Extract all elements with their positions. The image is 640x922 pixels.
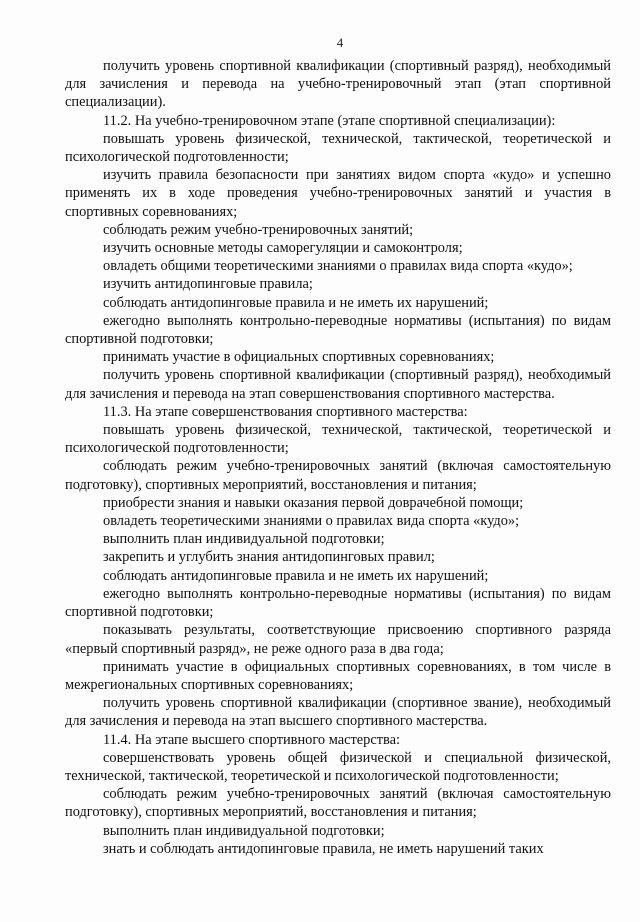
paragraph: изучить антидопинговые правила; bbox=[103, 276, 313, 293]
paragraph: соблюдать антидопинговые правила и не иметь их нарушений; bbox=[103, 567, 489, 584]
paragraph: получить уровень спортивной квалификации (спортивный разряд), необходимый для зачисления и перевода на этап совершенствования спортивного мастерства. bbox=[65, 367, 611, 402]
paragraph: показывать результаты, соответствующие присвоению спортивного разряда «первый спортивный разряд», не реже одного раза в два года; bbox=[65, 622, 611, 657]
document-body bbox=[65, 57, 611, 858]
paragraph: овладеть теоретическими знаниями о правилах вида спорта «кудо»; bbox=[103, 513, 520, 530]
paragraph: закрепить и углубить знания антидопинговых правил; bbox=[103, 549, 435, 566]
paragraph: получить уровень спортивной квалификации (спортивное звание), необходимый для зачисления и перевода на этап высшего спортивного мастерства. bbox=[65, 695, 611, 730]
section-heading-11-3: 11.3. На этапе совершенствования спортивного мастерства: bbox=[103, 403, 468, 420]
page-number: 4 bbox=[336, 35, 344, 50]
paragraph: ежегодно выполнять контрольно-переводные нормативы (испытания) по видам спортивной подготовки; bbox=[65, 312, 611, 348]
paragraph: соблюдать антидопинговые правила и не иметь их нарушений; bbox=[103, 294, 489, 311]
paragraph: совершенствовать уровень общей физической и специальной физической, технической, тактической, теоретической и психологической подготовленности; bbox=[65, 749, 611, 784]
paragraph: овладеть общими теоретическими знаниями о правилах вида спорта «кудо»; bbox=[103, 258, 573, 275]
paragraph: соблюдать режим учебно-тренировочных занятий (включая самостоятельную подготовку), спортивных мероприятий, восстановления и питания; bbox=[65, 458, 611, 493]
paragraph: принимать участие в официальных спортивных соревнованиях, в том числе в межрегиональных спортивных соревнованиях; bbox=[65, 658, 611, 693]
paragraph: ежегодно выполнять контрольно-переводные нормативы (испытания) по видам спортивной подготовки; bbox=[65, 585, 611, 621]
paragraph: принимать участие в официальных спортивных соревнованиях; bbox=[103, 349, 495, 366]
section-heading-11-4: 11.4. На этапе высшего спортивного мастерства: bbox=[103, 731, 401, 748]
paragraph: приобрести знания и навыки оказания первой доврачебной помощи; bbox=[103, 494, 524, 511]
section-heading-11-2: 11.2. На учебно-тренировочном этапе (этапе спортивной специализации): bbox=[103, 112, 556, 129]
paragraph: повышать уровень физической, технической, тактической, теоретической и психологической подготовленности; bbox=[65, 422, 611, 457]
paragraph: получить уровень спортивной квалификации (спортивный разряд), необходимый для зачисления и перевода на учебно-тренировочный этап (этап спортивной специализации). bbox=[65, 58, 611, 111]
paragraph: соблюдать режим учебно-тренировочных занятий; bbox=[103, 221, 414, 238]
paragraph: выполнить план индивидуальной подготовки; bbox=[103, 531, 385, 548]
paragraph: знать и соблюдать антидопинговые правила, не иметь нарушений таких bbox=[103, 840, 544, 857]
paragraph: повышать уровень физической, технической, тактической, теоретической и психологической подготовленности; bbox=[65, 130, 611, 166]
paragraph: изучить основные методы саморегуляции и самоконтроля; bbox=[103, 240, 463, 257]
paragraph: изучить правила безопасности при занятиях видом спорта «кудо» и успешно применять их в ходе проведения учебно-тренировочных занятий и участия в спортивных соревнованиях; bbox=[65, 167, 611, 220]
paragraph: соблюдать режим учебно-тренировочных занятий (включая самостоятельную подготовку), спортивных мероприятий, восстановления и питания; bbox=[65, 786, 611, 821]
paragraph: выполнить план индивидуальной подготовки; bbox=[103, 822, 385, 839]
